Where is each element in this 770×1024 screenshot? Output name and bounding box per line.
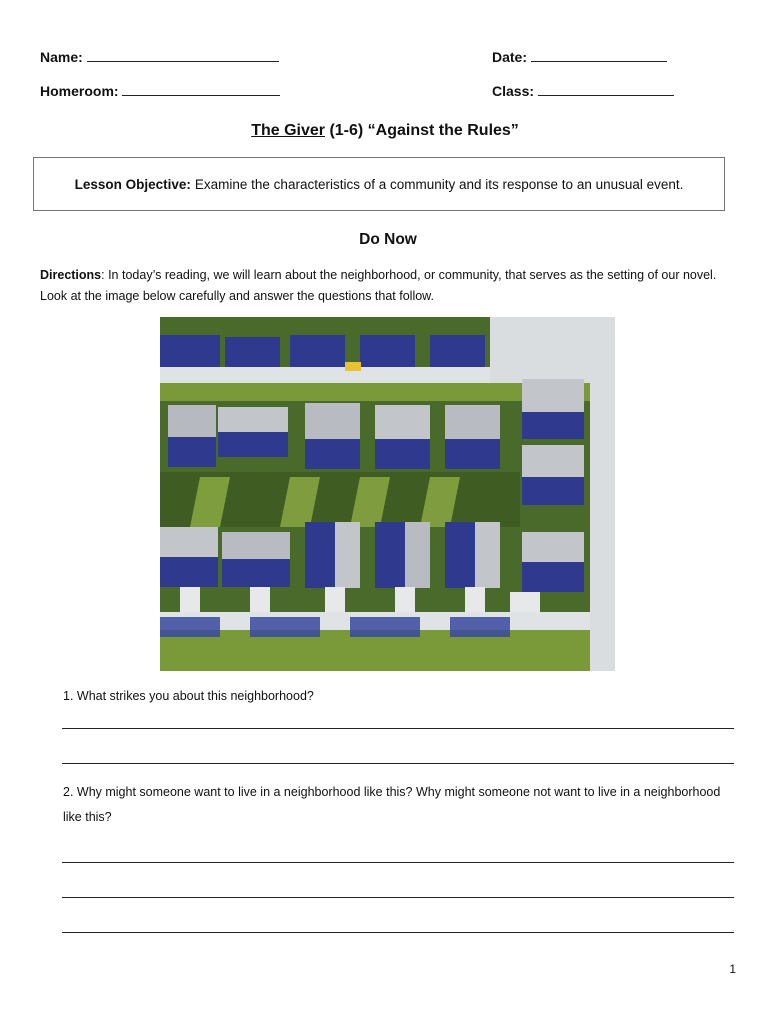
homeroom-label: Homeroom: [40, 83, 119, 99]
question-1: 1. What strikes you about this neighborhood? [63, 689, 314, 703]
question-2: 2. Why might someone want to live in a neighborhood like this? Why might someone not want to live in a neighborhood like this? [63, 785, 721, 824]
do-now-heading: Do Now [359, 231, 417, 248]
answer-line-2b[interactable] [62, 897, 734, 898]
answer-line-2a[interactable] [62, 862, 734, 863]
answer-line-1b[interactable] [62, 763, 734, 764]
class-label: Class: [492, 83, 535, 99]
directions-text: : In today’s reading, we will learn about the neighborhood, or community, that serves as the setting of our novel. Look at the image below carefully and answer the questions that follow. [40, 268, 717, 303]
lesson-objective-box [33, 157, 725, 211]
answer-line-1a[interactable] [62, 728, 734, 729]
date-label: Date: [492, 49, 528, 65]
book-title: The Giver [251, 122, 325, 139]
title-rest: (1-6) “Against the Rules” [325, 122, 519, 139]
directions-label: Directions [40, 268, 102, 282]
directions [40, 265, 730, 307]
objective-text: Examine the characteristics of a community and its response to an unusual event. [194, 176, 684, 192]
class-blank[interactable] [538, 81, 674, 96]
name-label: Name: [40, 49, 83, 65]
class-field [492, 81, 674, 99]
name-blank[interactable] [87, 47, 279, 62]
page-title [0, 122, 770, 140]
homeroom-field [40, 81, 280, 99]
photo-drawing [160, 317, 615, 671]
page-number: 1 [729, 962, 736, 976]
date-field [492, 47, 667, 65]
objective-label: Lesson Objective: [74, 176, 191, 192]
answer-line-2c[interactable] [62, 932, 734, 933]
name-field [40, 47, 279, 65]
date-blank[interactable] [531, 47, 667, 62]
aerial-neighborhood-photo [160, 317, 615, 671]
homeroom-blank[interactable] [122, 81, 280, 96]
